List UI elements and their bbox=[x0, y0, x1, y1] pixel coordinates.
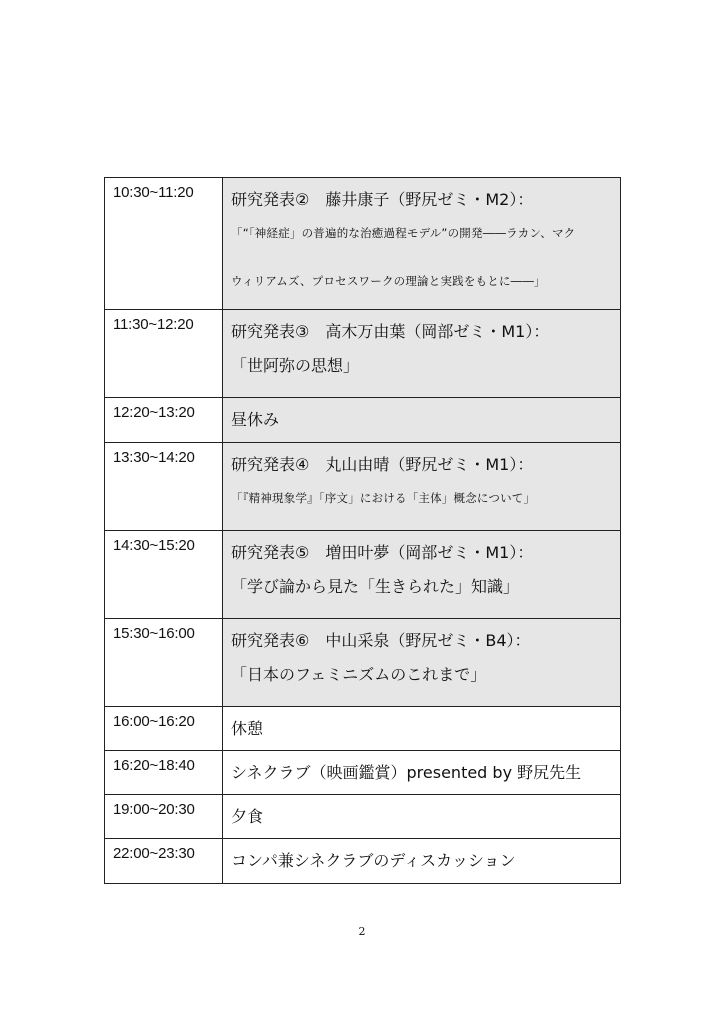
schedule-row bbox=[105, 443, 621, 531]
presentation-subtitle: 「『精神現象学』「序文」における「主体」概念について」 bbox=[231, 491, 536, 505]
schedule-row bbox=[105, 178, 621, 310]
event-label: 夕食 bbox=[231, 807, 264, 826]
time-cell: 19:00~20:30 bbox=[105, 795, 223, 839]
schedule-row bbox=[105, 619, 621, 707]
content-cell bbox=[223, 310, 621, 398]
schedule-row bbox=[105, 531, 621, 619]
time-cell: 22:00~23:30 bbox=[105, 839, 223, 884]
presentation-title: 研究発表⑥ 中山采泉（野尻ゼミ・B4）： bbox=[231, 631, 531, 650]
schedule-row bbox=[105, 398, 621, 443]
time-cell: 11:30~12:20 bbox=[105, 310, 223, 398]
presentation-title: 研究発表② 藤井康子（野尻ゼミ・M2）： bbox=[231, 190, 534, 209]
event-label: コンパ兼シネクラブのディスカッション bbox=[231, 851, 516, 870]
content-cell bbox=[223, 531, 621, 619]
presentation-subtitle: ウィリアムズ、プロセスワークの理論と実践をもとに――」 bbox=[231, 274, 546, 288]
time-cell: 14:30~15:20 bbox=[105, 531, 223, 619]
schedule-row bbox=[105, 310, 621, 398]
event-label: 休憩 bbox=[231, 719, 264, 738]
schedule-row bbox=[105, 707, 621, 751]
content-cell bbox=[223, 178, 621, 310]
content-cell bbox=[223, 751, 621, 795]
time-cell: 13:30~14:20 bbox=[105, 443, 223, 531]
time-cell: 16:00~16:20 bbox=[105, 707, 223, 751]
presentation-subtitle: 「世阿弥の思想」 bbox=[231, 356, 360, 375]
schedule-table bbox=[104, 177, 621, 884]
page-number: 2 bbox=[358, 925, 366, 938]
schedule-row bbox=[105, 839, 621, 884]
presentation-subtitle: 「学び論から見た「生きられた」知識」 bbox=[231, 577, 520, 596]
time-cell: 16:20~18:40 bbox=[105, 751, 223, 795]
presentation-subtitle: 「“「神経症」の普遍的な治癒過程モデル”の開発――ラカン、マク bbox=[231, 226, 576, 240]
time-cell: 12:20~13:20 bbox=[105, 398, 223, 443]
content-cell bbox=[223, 398, 621, 443]
time-cell: 10:30~11:20 bbox=[105, 178, 223, 310]
presentation-title: 研究発表③ 高木万由葉（岡部ゼミ・M1）： bbox=[231, 322, 550, 341]
event-label: 昼休み bbox=[231, 410, 280, 429]
time-cell: 15:30~16:00 bbox=[105, 619, 223, 707]
event-label: シネクラブ（映画鑑賞）presented by 野尻先生 bbox=[231, 763, 582, 782]
content-cell bbox=[223, 619, 621, 707]
schedule-row bbox=[105, 751, 621, 795]
presentation-title: 研究発表④ 丸山由晴（野尻ゼミ・M1）： bbox=[231, 455, 534, 474]
presentation-title: 研究発表⑤ 増田叶夢（岡部ゼミ・M1）： bbox=[231, 543, 534, 562]
content-cell bbox=[223, 795, 621, 839]
content-cell bbox=[223, 443, 621, 531]
schedule-row bbox=[105, 795, 621, 839]
content-cell bbox=[223, 839, 621, 884]
content-cell bbox=[223, 707, 621, 751]
presentation-subtitle: 「日本のフェミニズムのこれまで」 bbox=[231, 665, 487, 684]
